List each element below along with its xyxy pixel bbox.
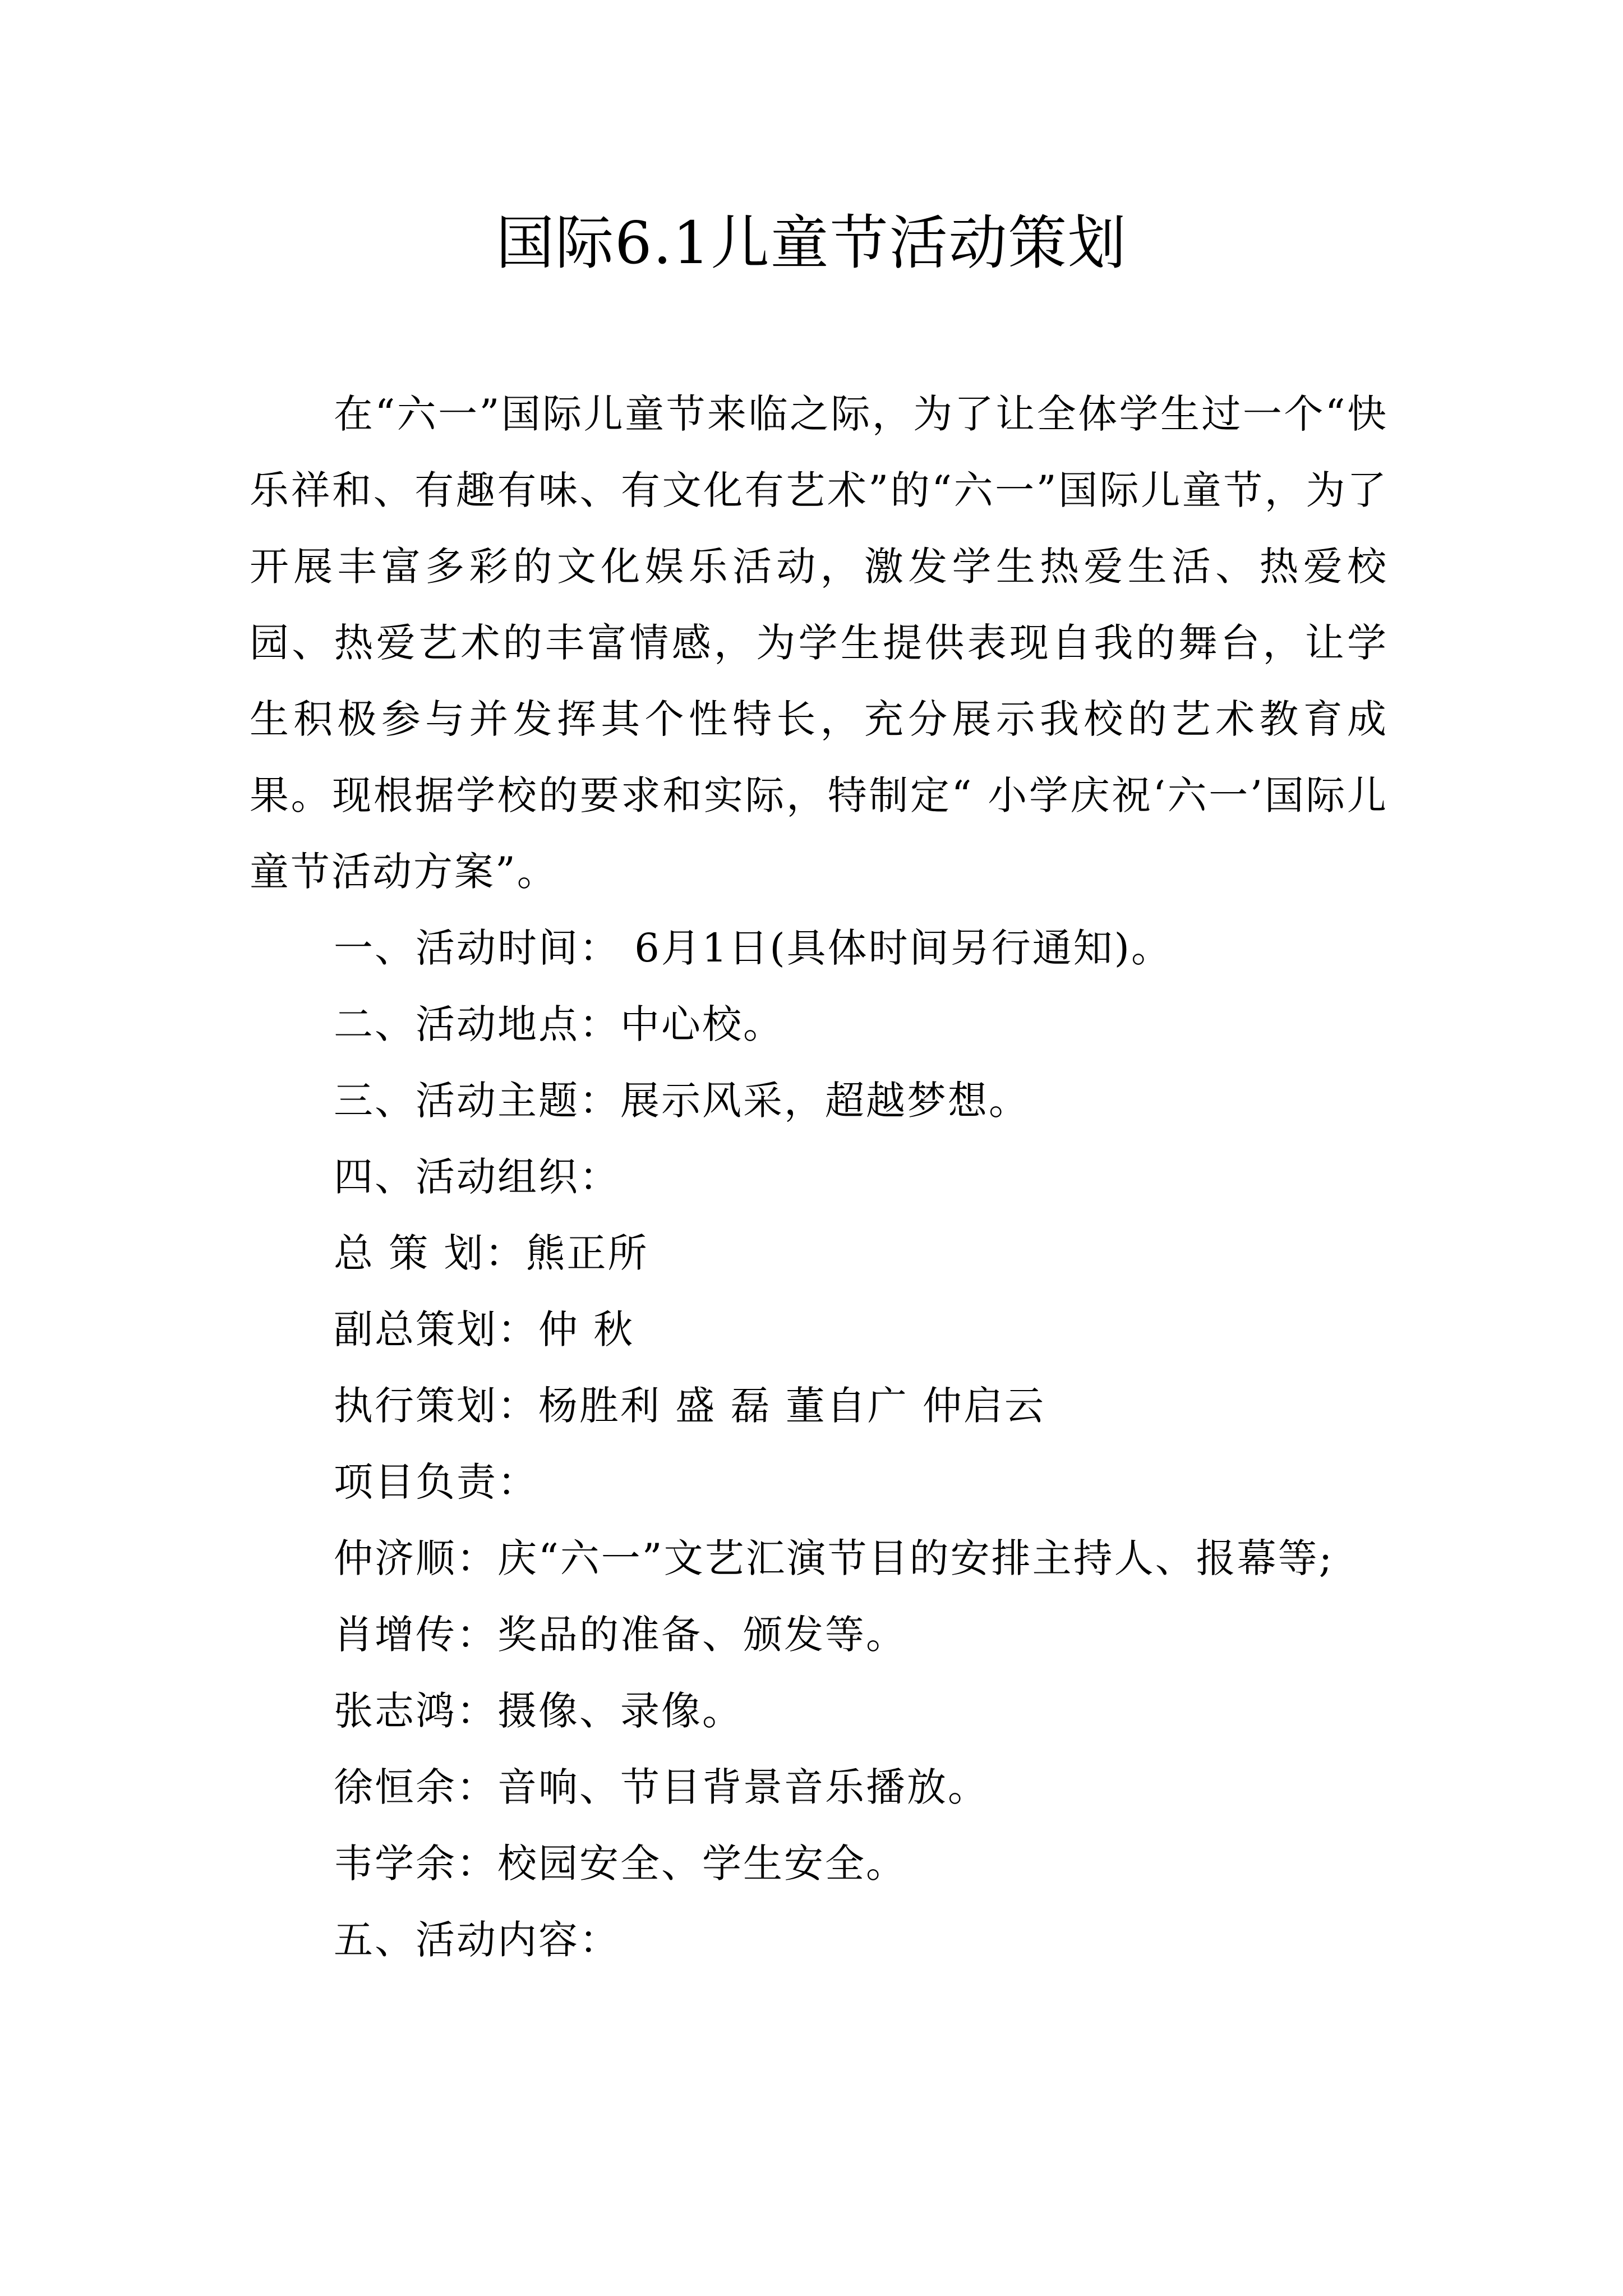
lead-safety-line: 韦学余：校园安全、学生安全。 — [334, 1841, 907, 1887]
lead-performance-line: 仲济顺：庆“六一”文艺汇演节目的安排主持人、报幕等; — [334, 1535, 1334, 1581]
activity-organization-heading: 四、活动组织： — [334, 1154, 620, 1200]
lead-prizes-line: 肖增传：奖品的准备、颁发等。 — [334, 1612, 907, 1658]
activity-theme-line: 三、活动主题：展示风采，超越梦想。 — [334, 1078, 1030, 1124]
chief-planner-line: 总 策 划：熊正所 — [334, 1230, 649, 1276]
executive-planners-line: 执行策划：杨胜利 盛 磊 董自广 仲启云 — [334, 1383, 1046, 1429]
activity-time-line: 一、活动时间： 6月1日(具体时间另行通知)。 — [334, 925, 1172, 971]
project-leads-heading: 项目负责： — [334, 1459, 538, 1505]
activity-content-heading: 五、活动内容： — [334, 1917, 620, 1963]
activity-location-line: 二、活动地点：中心校。 — [334, 1001, 784, 1047]
deputy-planner-line: 副总策划：仲 秋 — [334, 1306, 635, 1352]
document-body — [250, 376, 1388, 1978]
lead-audio-line: 徐恒余：音响、节目背景音乐播放。 — [334, 1764, 989, 1810]
document-title: 国际6.1儿童节活动策划 — [496, 209, 1127, 277]
intro-paragraph: 在“六一”国际儿童节来临之际，为了让全体学生过一个“快乐祥和、有趣有味、有文化有艺术”的“六一”国际儿童节，为了开展丰富多彩的文化娱乐活动，激发学生热爱生活、热爱校园、热爱艺术的丰富情感，为学生提供表现自我的舞台，让学生积极参与并发挥其个性特长，充分展示我校的艺术教育成果。现根据学校的要求和实际，特制定“ 小学庆祝‘六一’国际儿童节活动方案”。 — [250, 391, 1388, 895]
lead-video-line: 张志鸿：摄像、录像。 — [334, 1688, 743, 1734]
